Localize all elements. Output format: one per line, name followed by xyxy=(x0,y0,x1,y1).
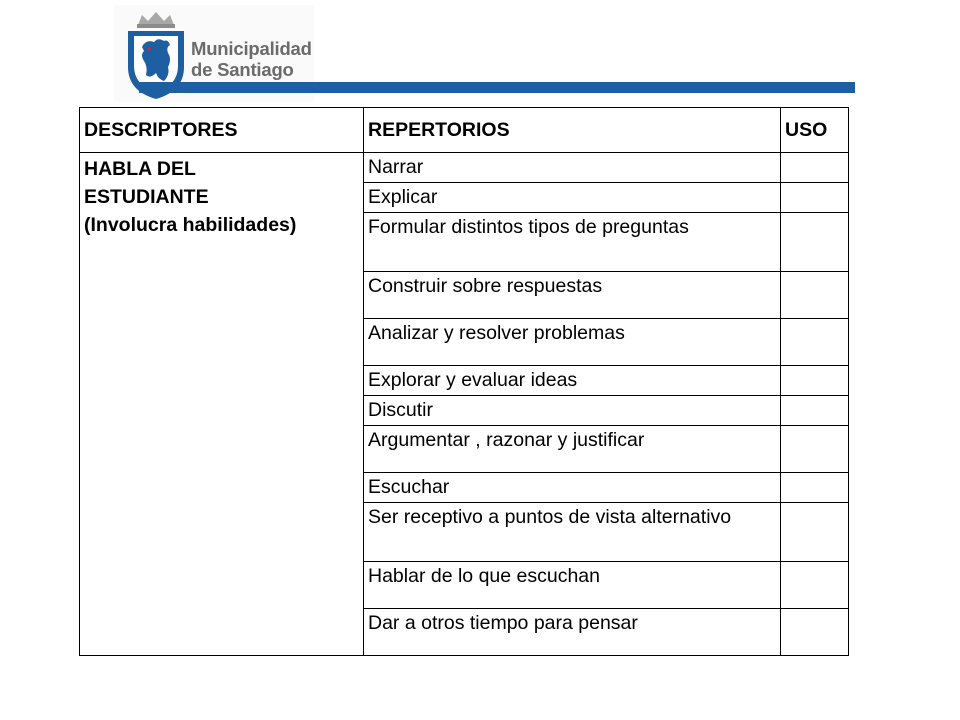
uso-cell[interactable] xyxy=(781,473,849,503)
repertorio-cell: Formular distintos tipos de preguntas xyxy=(364,213,781,272)
descriptor-line: HABLA DEL xyxy=(84,158,196,180)
repertorio-cell: Dar a otros tiempo para pensar xyxy=(364,609,781,656)
col-header-repertorios: REPERTORIOS xyxy=(364,108,781,153)
col-header-uso: USO xyxy=(781,108,849,153)
repertorio-cell: Discutir xyxy=(364,396,781,426)
uso-cell[interactable] xyxy=(781,213,849,272)
repertorio-cell: Narrar xyxy=(364,153,781,183)
descriptor-line: (Involucra habilidades) xyxy=(84,214,297,236)
uso-cell[interactable] xyxy=(781,272,849,319)
uso-cell[interactable] xyxy=(781,396,849,426)
repertorio-cell: Explicar xyxy=(364,183,781,213)
uso-cell[interactable] xyxy=(781,426,849,473)
uso-cell[interactable] xyxy=(781,609,849,656)
repertorio-cell: Hablar de lo que escuchan xyxy=(364,562,781,609)
header-rule xyxy=(139,82,855,93)
repertorio-cell: Ser receptivo a puntos de vista alternativo xyxy=(364,503,781,562)
uso-cell[interactable] xyxy=(781,183,849,213)
uso-cell[interactable] xyxy=(781,366,849,396)
repertorio-cell: Analizar y resolver problemas xyxy=(364,319,781,366)
uso-cell[interactable] xyxy=(781,503,849,562)
repertorio-cell: Argumentar , razonar y justificar xyxy=(364,426,781,473)
table-row xyxy=(80,153,849,183)
descriptor-cell xyxy=(80,153,364,656)
uso-cell[interactable] xyxy=(781,319,849,366)
repertorio-cell: Escuchar xyxy=(364,473,781,503)
descriptor-line: ESTUDIANTE xyxy=(84,186,209,208)
col-header-descriptores: DESCRIPTORES xyxy=(80,108,364,153)
logo-line2: de Santiago xyxy=(191,59,294,80)
uso-cell[interactable] xyxy=(781,153,849,183)
repertorio-cell: Construir sobre respuestas xyxy=(364,272,781,319)
repertorio-cell: Explorar y evaluar ideas xyxy=(364,366,781,396)
uso-cell[interactable] xyxy=(781,562,849,609)
logo-line1: Municipalidad xyxy=(191,38,312,59)
repertorios-table xyxy=(79,107,849,656)
table-header-row xyxy=(80,108,849,153)
